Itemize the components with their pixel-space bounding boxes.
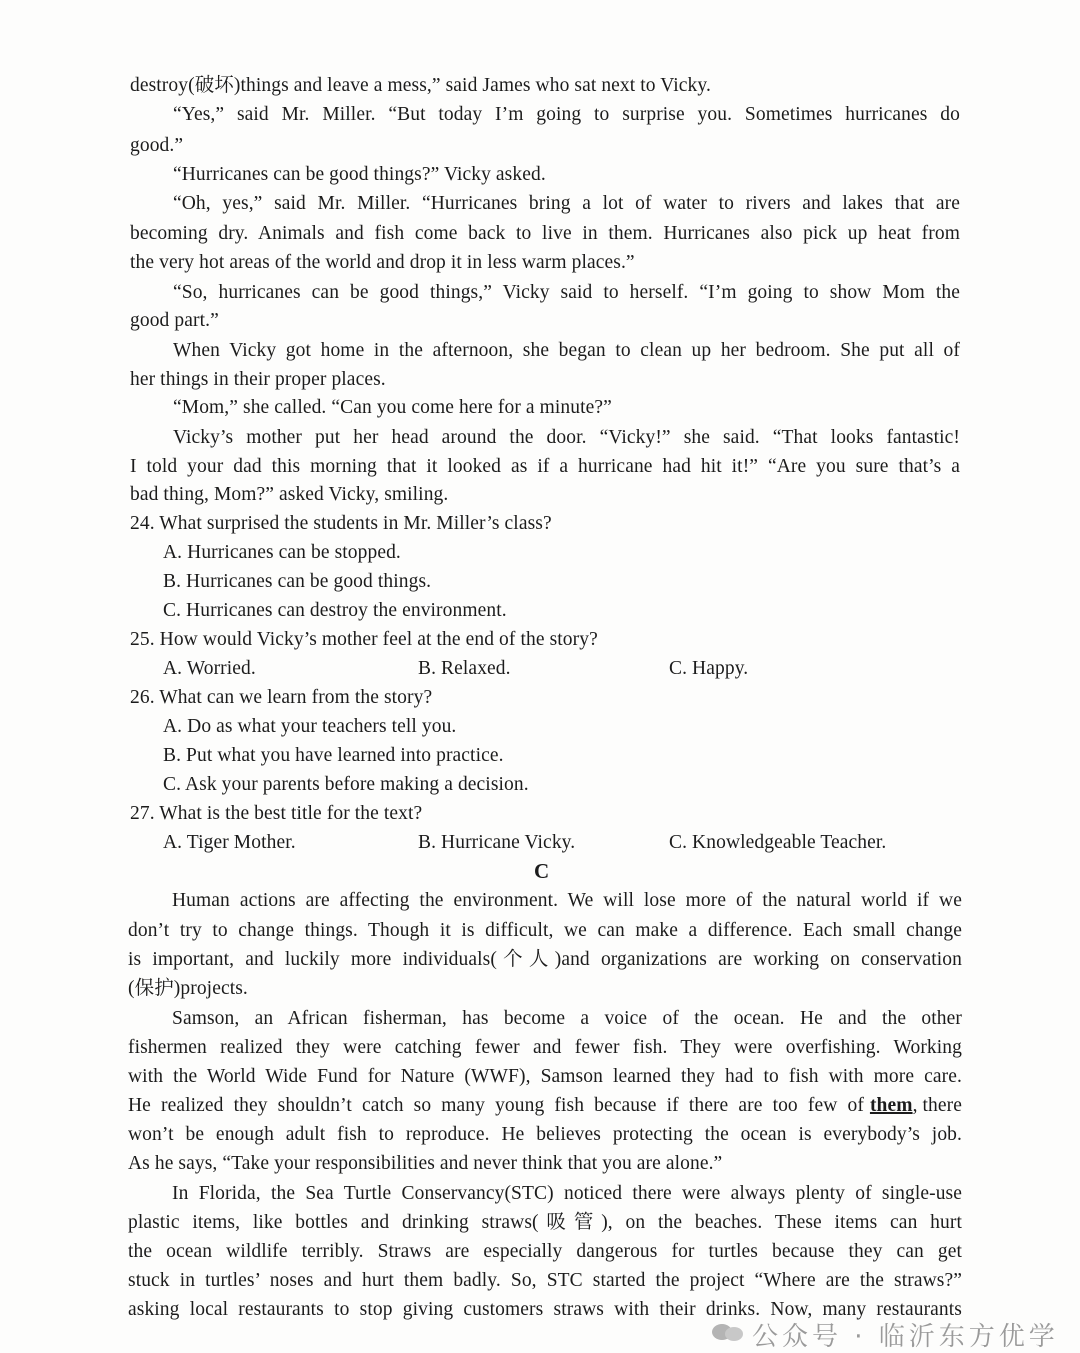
question-25-option-b: B. Relaxed.: [418, 658, 511, 679]
story-line: good.”: [130, 135, 184, 156]
passage-line: plastic items, like bottles and drinking straws(吸管), on the beaches. These items can hurt: [128, 1212, 962, 1233]
story-line: bad thing, Mom?” asked Vicky, smiling.: [130, 484, 449, 505]
passage-line: Human actions are affecting the environment. We will lose more of the natural world if we: [172, 890, 962, 911]
section-c-heading: C: [534, 859, 550, 883]
story-line: good part.”: [130, 310, 219, 331]
passage-line: won’t be enough adult fish to reproduce. He believes protecting the ocean is everybody’s job.: [128, 1124, 962, 1145]
question-27-option-a: A. Tiger Mother.: [163, 832, 296, 853]
passage-line: In Florida, the Sea Turtle Conservancy(STC) noticed there were always plenty of single-use: [172, 1183, 962, 1204]
question-24-option-a: A. Hurricanes can be stopped.: [163, 542, 401, 563]
story-line: When Vicky got home in the afternoon, she began to clean up her bedroom. She put all of: [173, 340, 960, 361]
passage-line: is important, and luckily more individuals(个人)and organizations are working on conservation: [128, 949, 962, 970]
question-24-option-c: C. Hurricanes can destroy the environment.: [163, 600, 507, 621]
story-line: “So, hurricanes can be good things,” Vicky said to herself. “I’m going to show Mom the: [173, 282, 960, 303]
passage-line: asking local restaurants to stop giving customers straws with their drinks. Now, many restaurants: [128, 1299, 962, 1320]
question-27-option-c: C. Knowledgeable Teacher.: [669, 832, 887, 853]
question-25-stem: 25. How would Vicky’s mother feel at the end of the story?: [130, 629, 598, 650]
question-27-option-b: B. Hurricane Vicky.: [418, 832, 576, 853]
question-26-option-a: A. Do as what your teachers tell you.: [163, 716, 457, 737]
story-line: “Oh, yes,” said Mr. Miller. “Hurricanes bring a lot of water to rivers and lakes that are: [173, 193, 960, 214]
question-24-stem: 24. What surprised the students in Mr. Miller’s class?: [130, 513, 552, 534]
passage-line-head: He realized they shouldn’t catch so many young fish because if there are too few of: [128, 1095, 864, 1116]
story-line: becoming dry. Animals and fish come back to live in them. Hurricanes also pick up heat from: [130, 223, 960, 244]
story-line: “Yes,” said Mr. Miller. “But today I’m going to surprise you. Sometimes hurricanes do: [173, 104, 960, 125]
question-26-option-b: B. Put what you have learned into practice.: [163, 745, 504, 766]
question-24-option-b: B. Hurricanes can be good things.: [163, 571, 432, 592]
question-27-stem: 27. What is the best title for the text?: [130, 803, 423, 824]
question-25-option-c: C. Happy.: [669, 658, 749, 679]
story-line: the very hot areas of the world and drop it in less warm places.”: [130, 252, 635, 273]
watermark: 公众号 · 临沂东方优学: [752, 1322, 1059, 1352]
passage-line: with the World Wide Fund for Nature (WWF), Samson learned they had to fish with more care.: [128, 1066, 962, 1087]
story-line: I told your dad this morning that it looked as if a hurricane had hit it!” “Are you sure that’s a: [130, 456, 960, 477]
story-line: “Mom,” she called. “Can you come here for a minute?”: [173, 397, 612, 418]
passage-line: Samson, an African fisherman, has become a voice of the ocean. He and the other: [172, 1008, 962, 1029]
emphasized-word-them: them: [869, 1095, 913, 1116]
passage-line: the ocean wildlife terribly. Straws are especially dangerous for turtles because they can get: [128, 1241, 962, 1262]
passage-line-tail: , there: [912, 1095, 962, 1116]
passage-line: As he says, “Take your responsibilities and never think that you are alone.”: [128, 1153, 723, 1174]
passage-line: don’t try to change things. Though it is difficult, we can make a difference. Each small change: [128, 920, 962, 941]
question-26-stem: 26. What can we learn from the story?: [130, 687, 433, 708]
passage-line: (保护)projects.: [128, 978, 248, 999]
passage-line: fishermen realized they were catching fewer and fewer fish. They were overfishing. Working: [128, 1037, 962, 1058]
question-26-option-c: C. Ask your parents before making a decision.: [163, 774, 529, 795]
passage-line: stuck in turtles’ noses and hurt them badly. So, STC started the project “Where are the straws?”: [128, 1270, 962, 1291]
story-line: destroy(破坏)things and leave a mess,” said James who sat next to Vicky.: [130, 75, 711, 96]
passage-line-with-emphasis: [128, 1093, 962, 1119]
story-line: “Hurricanes can be good things?” Vicky asked.: [173, 164, 546, 185]
question-25-option-a: A. Worried.: [163, 658, 256, 679]
story-line: Vicky’s mother put her head around the door. “Vicky!” she said. “That looks fantastic!: [173, 427, 960, 448]
story-line: her things in their proper places.: [130, 369, 386, 390]
wechat-icon: [710, 1320, 746, 1342]
